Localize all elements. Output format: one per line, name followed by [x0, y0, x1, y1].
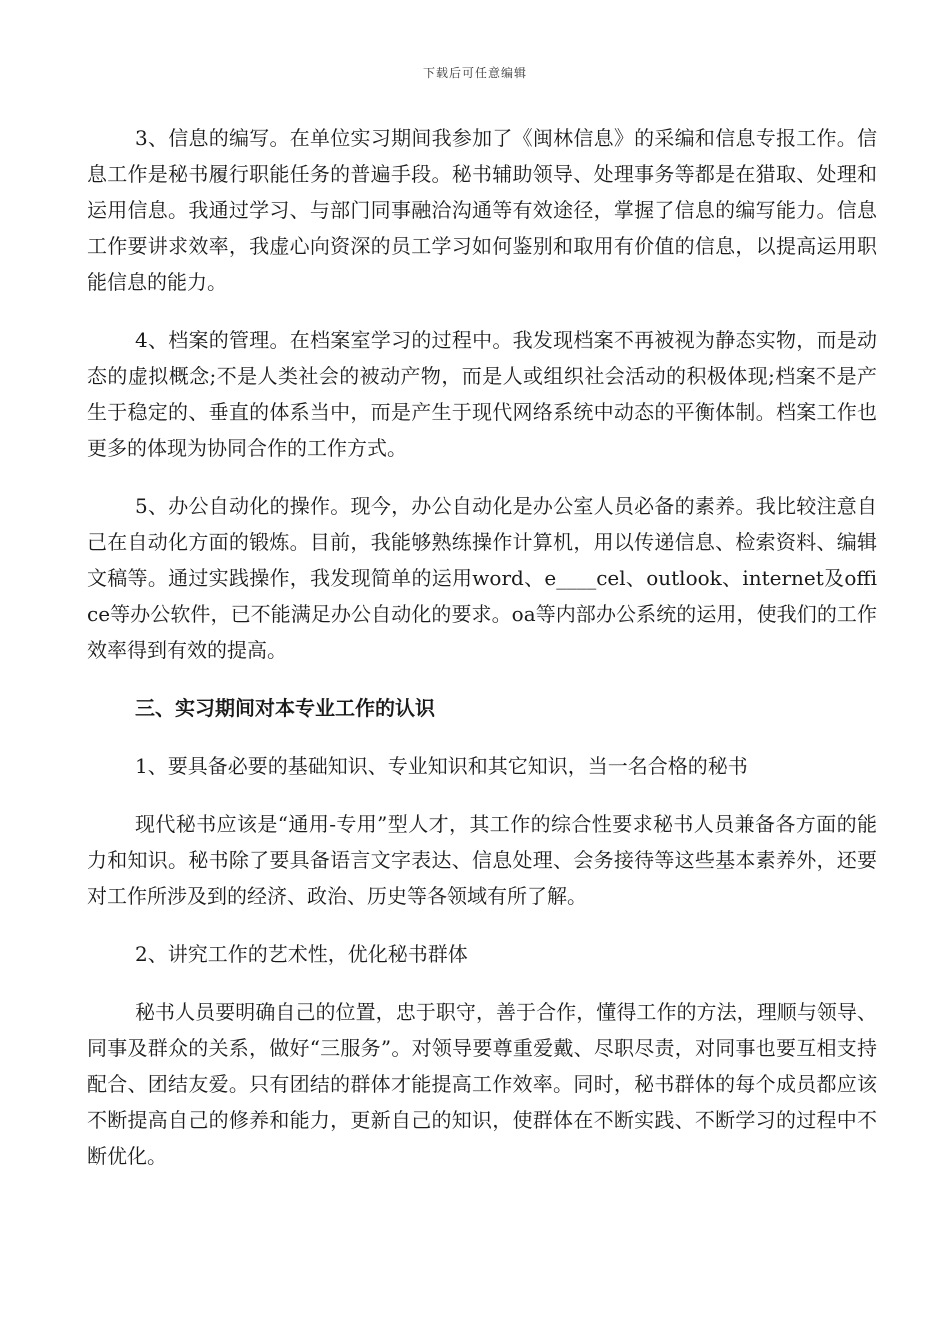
paragraph-archive-management: 4、档案的管理。在档案室学习的过程中。我发现档案不再被视为静态实物，而是动态的虚拟概念;不是人类社会的被动产物，而是人或组织社会活动的积极体现;档案不是产生于稳定的、垂直的体系当中，而是产生于现代网络系统中动态的平衡体制。档案工作也更多的体现为协同合作的工作方式。 [87, 328, 877, 460]
paragraph-office-automation: 5、办公自动化的操作。现今，办公自动化是办公室人员必备的素养。我比较注意自己在自动化方面的锻炼。目前，我能够熟练操作计算机，用以传递信息、检索资料、编辑文稿等。通过实践操作，我发现简单的运用word、e____cel、outlook、internet及office等办公软件，已不能满足办公自动化的要求。oa等内部办公系统的运用，使我们的工作效率得到有效的提高。 [87, 494, 877, 662]
document-body [87, 120, 877, 1196]
item1-title: 1、要具备必要的基础知识、专业知识和其它知识，当一名合格的秘书 [135, 754, 748, 778]
item1-body: 现代秘书应该是“通用-专用”型人才，其工作的综合性要求秘书人员兼备各方面的能力和知识。秘书除了要具备语言文字表达、信息处理、会务接待等这些基本素养外，还要对工作所涉及到的经济、政治、历史等各领域有所了解。 [87, 812, 877, 908]
paragraph-info-writing: 3、信息的编写。在单位实习期间我参加了《闽林信息》的采编和信息专报工作。信息工作是秘书履行职能任务的普遍手段。秘书辅助领导、处理事务等都是在猎取、处理和运用信息。我通过学习、与部门同事融洽沟通等有效途径，掌握了信息的编写能力。信息工作要讲求效率，我虚心向资深的员工学习如何鉴别和取用有价值的信息，以提高运用职能信息的能力。 [87, 126, 877, 294]
download-note: 下载后可任意编辑 [422, 66, 527, 80]
section-heading: 三、实习期间对本专业工作的认识 [135, 696, 435, 720]
item2-body: 秘书人员要明确自己的位置，忠于职守，善于合作，懂得工作的方法，理顺与领导、同事及群众的关系，做好“三服务”。对领导要尊重爱戴、尽职尽责，对同事也要互相支持配合、团结友爱。只有团结的群体才能提高工作效率。同时，秘书群体的每个成员都应该不断提高自己的修养和能力，更新自己的知识，使群体在不断实践、不断学习的过程中不断优化。 [87, 1000, 877, 1168]
item2-title: 2、讲究工作的艺术性，优化秘书群体 [135, 942, 468, 966]
